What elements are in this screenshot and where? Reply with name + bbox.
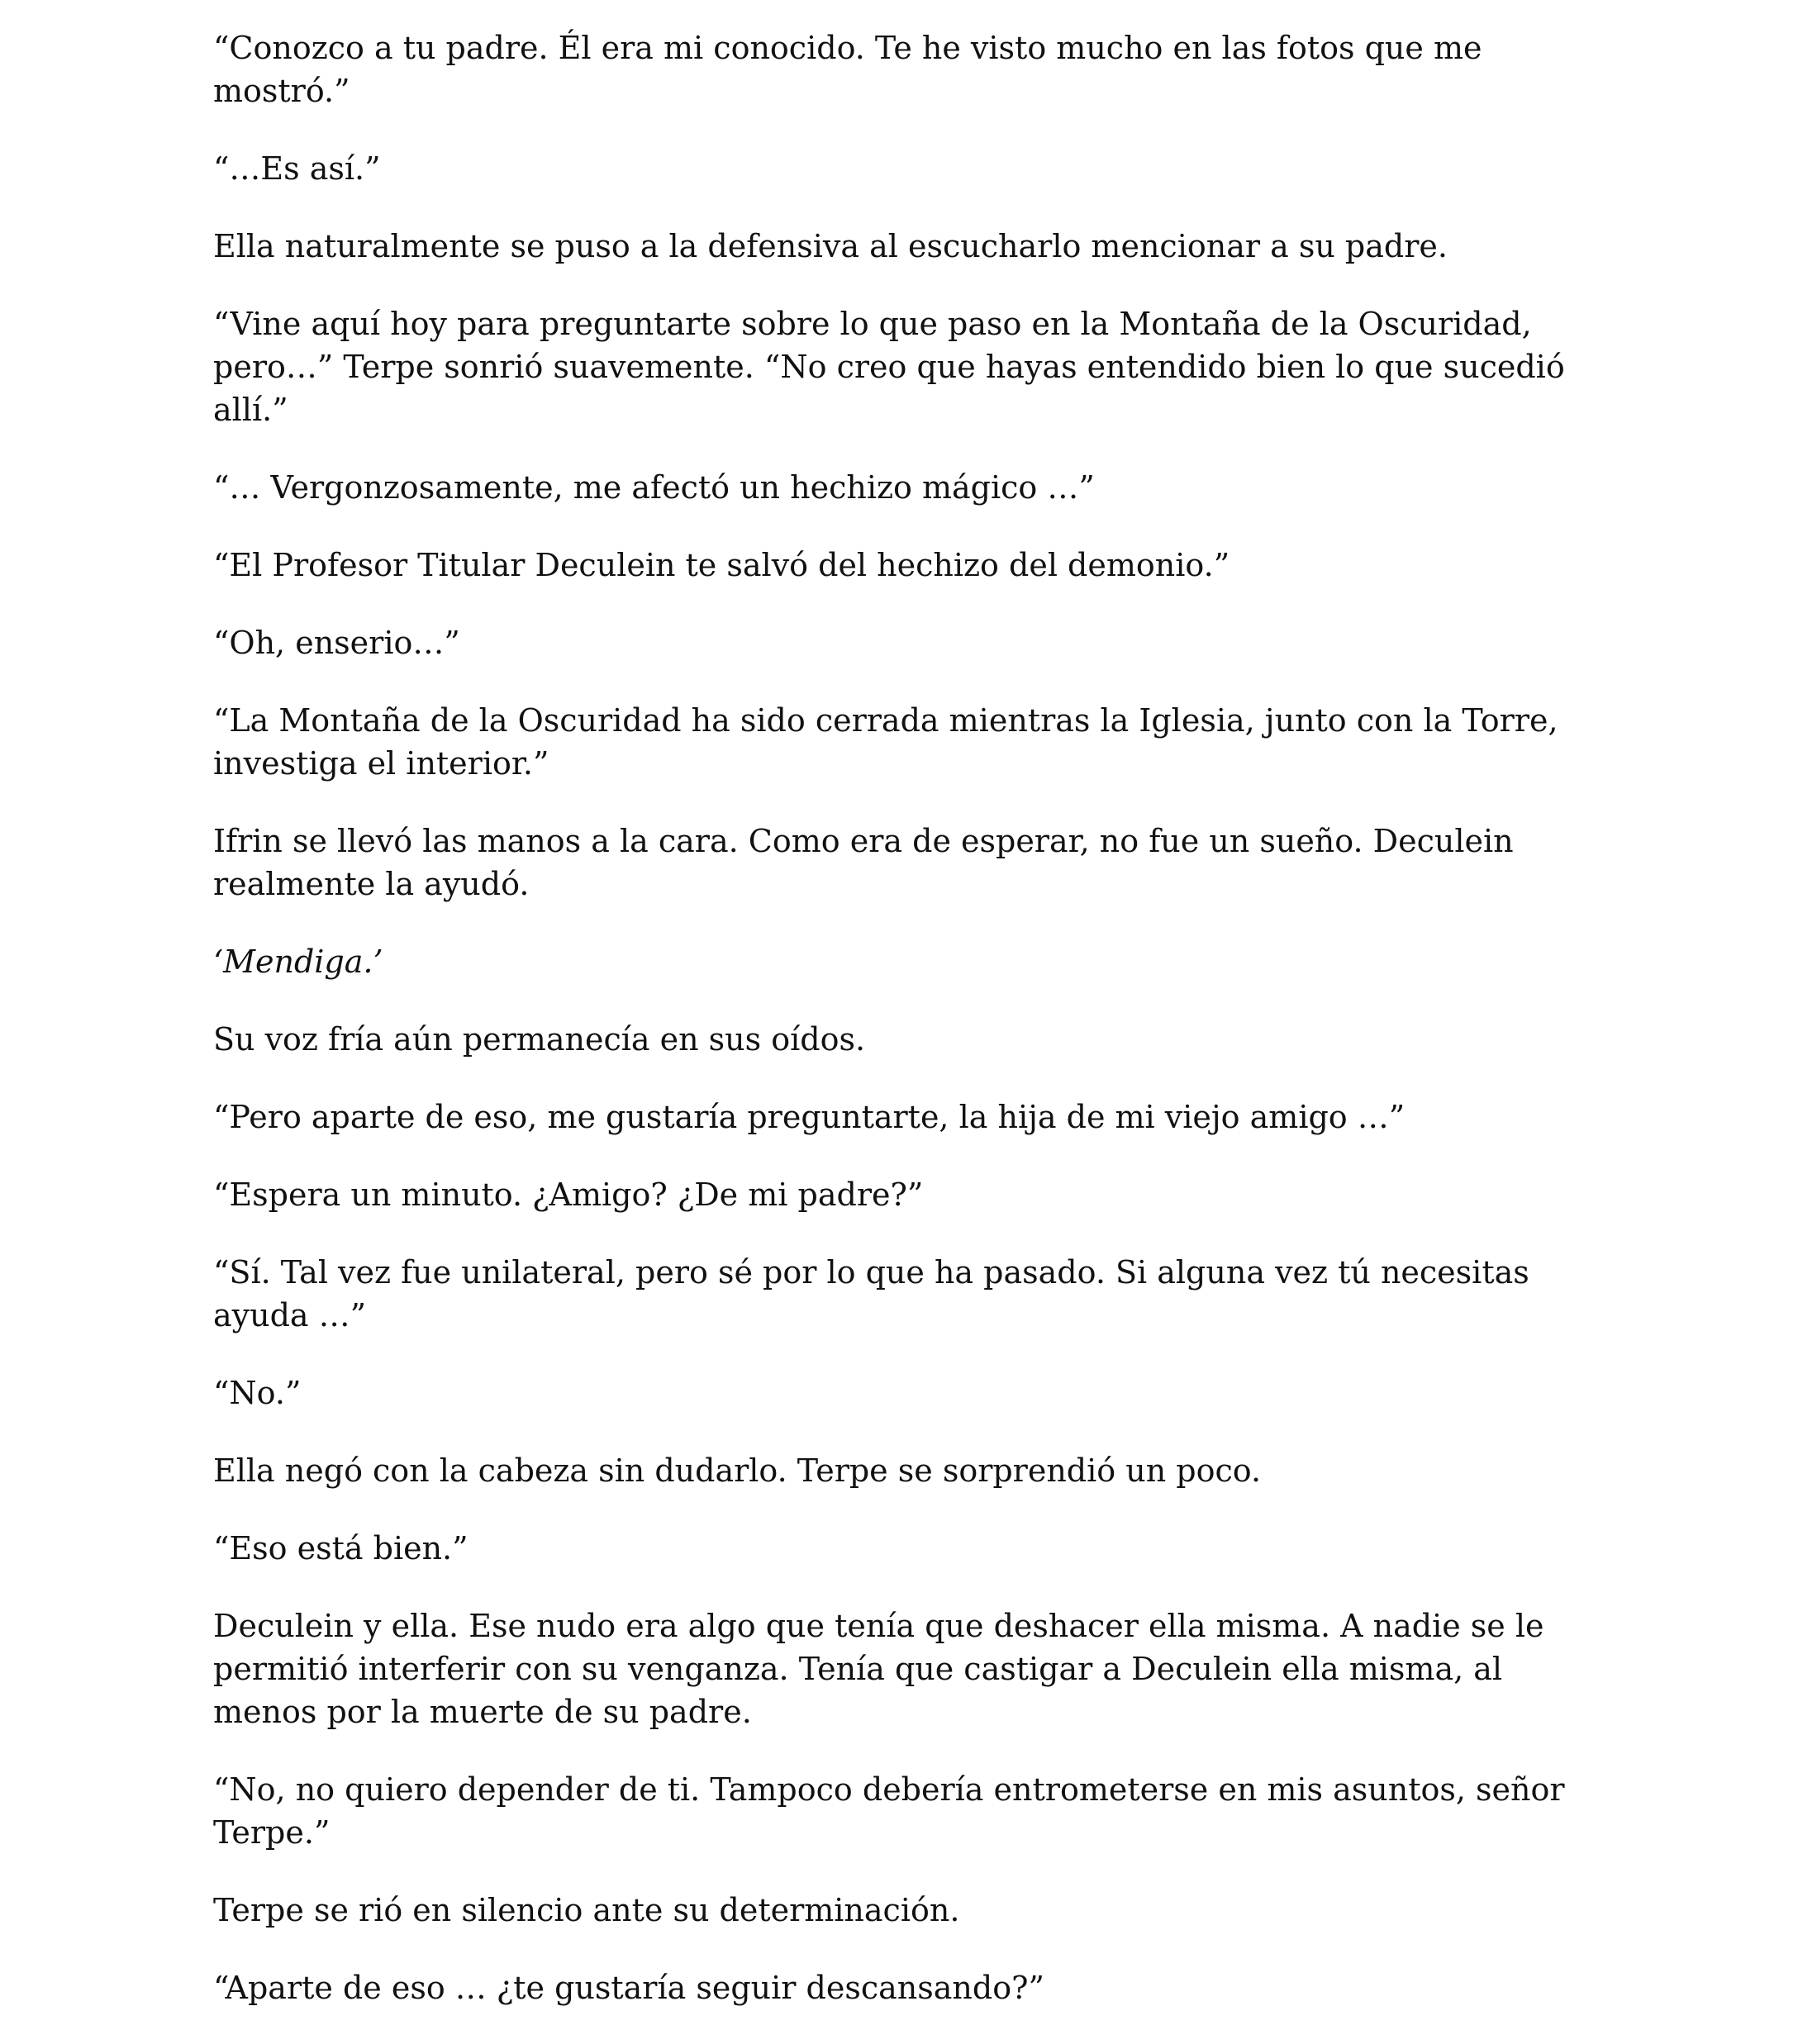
paragraph: “…Es así.” — [213, 150, 381, 187]
paragraph: Terpe se rió en silencio ante su determinación. — [213, 1892, 960, 1928]
paragraph: “Oh, enserio…” — [213, 625, 460, 661]
paragraph: “No.” — [213, 1375, 302, 1411]
paragraph: “La Montaña de la Oscuridad ha sido cerrada mientras la Iglesia, junto con la Torre, investiga el interior.” — [213, 702, 1568, 782]
paragraph: Ella negó con la cabeza sin dudarlo. Terpe se sorprendió un poco. — [213, 1452, 1262, 1489]
paragraph: “… Vergonzosamente, me afectó un hechizo mágico …” — [213, 469, 1095, 506]
paragraph: Ella naturalmente se puso a la defensiva al escucharlo mencionar a su padre. — [213, 228, 1448, 264]
paragraph: Su voz fría aún permanecía en sus oídos. — [213, 1021, 866, 1058]
paragraph: “Vine aquí hoy para preguntarte sobre lo que paso en la Montaña de la Oscuridad, pero…” Terpe sonrió suavemente. “No creo que hayas entendido bien lo que sucedió allí.” — [213, 306, 1575, 428]
paragraph-italic: ‘Mendiga.’ — [213, 944, 383, 980]
paragraph: Ifrin se llevó las manos a la cara. Como era de esperar, no fue un sueño. Deculein realmente la ayudó. — [213, 823, 1524, 902]
paragraph: Deculein y ella. Ese nudo era algo que tenía que deshacer ella misma. A nadie se le permitió interferir con su venganza. Tenía que castigar a Deculein ella misma, al menos por la muerte de su padre. — [213, 1608, 1554, 1730]
paragraph: “El Profesor Titular Deculein te salvó del hechizo del demonio.” — [213, 547, 1230, 583]
paragraph: “No, no quiero depender de ti. Tampoco debería entrometerse en mis asuntos, señor Terpe.” — [213, 1771, 1575, 1851]
paragraph: “Espera un minuto. ¿Amigo? ¿De mi padre?” — [213, 1176, 924, 1213]
document-page — [213, 26, 1601, 2044]
paragraph: “Conozco a tu padre. Él era mi conocido. Te he visto mucho en las fotos que me mostró.” — [213, 30, 1492, 109]
paragraph: “Pero aparte de eso, me gustaría preguntarte, la hija de mi viejo amigo …” — [213, 1099, 1406, 1135]
paragraph: “Sí. Tal vez fue unilateral, pero sé por lo que ha pasado. Si alguna vez tú necesitas ayuda …” — [213, 1254, 1539, 1333]
paragraph: “Aparte de eso … ¿te gustaría seguir descansando?” — [213, 1970, 1044, 2006]
paragraph: “Eso está bien.” — [213, 1530, 469, 1566]
